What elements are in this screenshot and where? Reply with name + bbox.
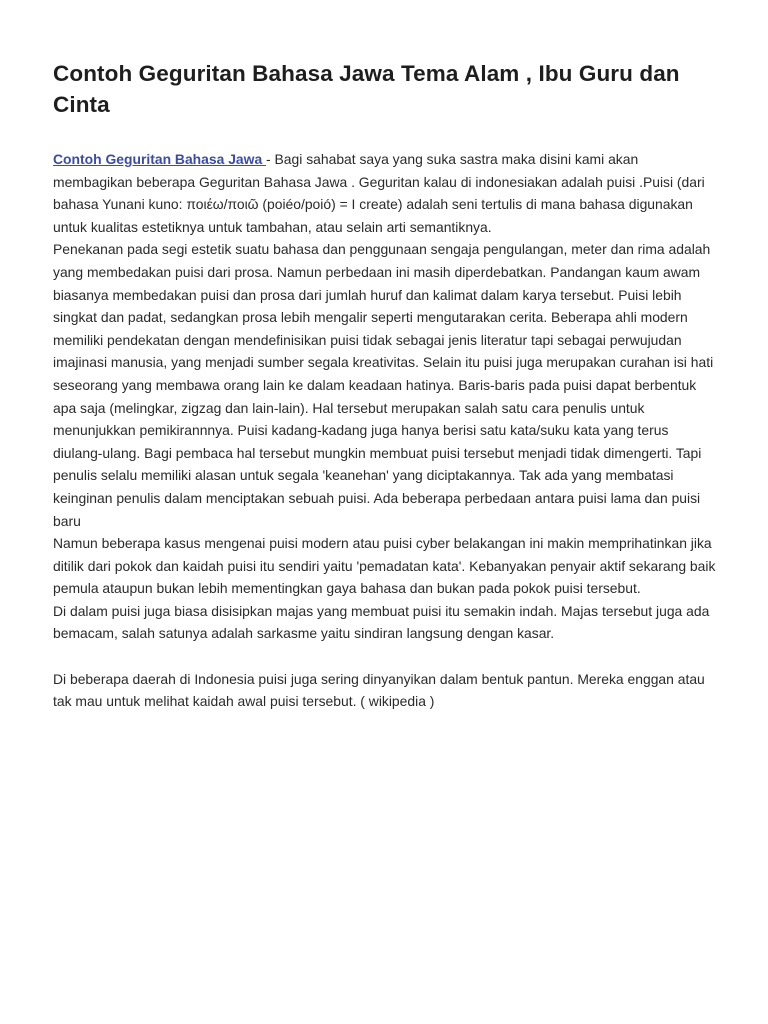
paragraph-intro: [53, 148, 717, 238]
intro-link[interactable]: Contoh Geguritan Bahasa Jawa: [53, 151, 267, 167]
paragraph-5: Di beberapa daerah di Indonesia puisi juga sering dinyanyikan dalam bentuk pantun. Mereka enggan atau tak mau untuk melihat kaidah awal puisi tersebut. ( wikipedia ): [53, 670, 705, 710]
paragraph-spacer: [53, 645, 717, 668]
document-body: [53, 148, 717, 713]
paragraph-intro-text: - Bagi sahabat saya yang suka sastra maka disini kami akan membagikan beberapa Geguritan Bahasa Jawa . Geguritan kalau di indonesiakan adalah puisi .Puisi (dari bahasa Yunani kuno: ποιέω/ποιῶ (poiéo/poió) = I create) adalah seni tertulis di mana bahasa digunakan untuk kualitas estetiknya untuk tambahan, atau selain arti semantiknya.: [53, 151, 705, 235]
paragraph-4: Di dalam puisi juga biasa disisipkan majas yang membuat puisi itu semakin indah. Majas tersebut juga ada bemacam, salah satunya adalah sarkasme yaitu sindiran langsung dengan kasar.: [53, 602, 710, 642]
paragraph-2: Penekanan pada segi estetik suatu bahasa dan penggunaan sengaja pengulangan, meter dan rima adalah yang membedakan puisi dari prosa. Namun perbedaan ini masih diperdebatkan. Pandangan kaum awam biasanya membedakan puisi dan prosa dari jumlah huruf dan kalimat dalam karya tersebut. Puisi lebih singkat dan padat, sedangkan prosa lebih mengalir seperti mengutarakan cerita. Beberapa ahli modern memiliki pendekatan dengan mendefinisikan puisi tidak sebagai jenis literatur tapi sebagai perwujudan imajinasi manusia, yang menjadi sumber segala kreativitas. Selain itu puisi juga merupakan curahan isi hati seseorang yang membawa orang lain ke dalam keadaan hatinya. Baris-baris pada puisi dapat berbentuk apa saja (melingkar, zigzag dan lain-lain). Hal tersebut merupakan salah satu cara penulis untuk menunjukkan pemikirannnya. Puisi kadang-kadang juga hanya berisi satu kata/suku kata yang terus diulang-ulang. Bagi pembaca hal tersebut mungkin membuat puisi tersebut menjadi tidak dimengerti. Tapi penulis selalu memiliki alasan untuk segala 'keanehan' yang diciptakannya. Tak ada yang membatasi keinginan penulis dalam menciptakan sebuah puisi. Ada beberapa perbedaan antara puisi lama dan puisi baru: [53, 241, 714, 529]
document-title: Contoh Geguritan Bahasa Jawa Tema Alam , Ibu Guru dan Cinta: [53, 61, 680, 117]
document-page: [53, 58, 717, 713]
paragraph-3: Namun beberapa kasus mengenai puisi modern atau puisi cyber belakangan ini makin memprihatinkan jika ditilik dari pokok dan kaidah puisi itu sendiri yaitu 'pemadatan kata'. Kebanyakan penyair aktif sekarang baik pemula ataupun bukan lebih mementingkan gaya bahasa dan bukan pada pokok puisi tersebut.: [53, 535, 716, 597]
